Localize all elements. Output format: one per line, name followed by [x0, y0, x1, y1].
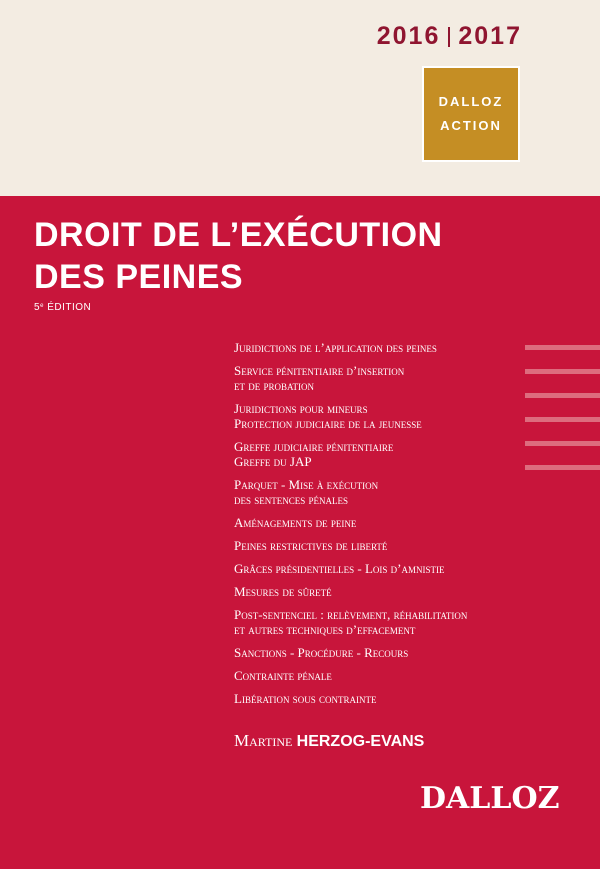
contents-item-line: Post-sentenciel : relèvement, réhabilitation	[234, 607, 468, 622]
contents-item	[234, 538, 534, 553]
publisher-logo-text: DALLOZ	[420, 781, 560, 816]
contents-item-line: Grâces présidentielles - Lois d’amnistie	[234, 561, 445, 576]
edition-number: 5	[34, 302, 41, 313]
contents-item-line: Service pénitentiaire d’insertion	[234, 363, 405, 378]
contents-item-line: et autres techniques d’effacement	[234, 622, 416, 637]
stripe	[525, 393, 600, 398]
badge-line-1: DALLOZ	[438, 94, 504, 109]
contents-list	[234, 340, 534, 714]
year-start: 2016	[376, 22, 441, 50]
edition-suffix: e	[40, 303, 44, 309]
year-end: 2017	[458, 22, 522, 50]
stripe	[525, 369, 600, 374]
contents-item-line: Parquet - Mise à exécution	[234, 477, 379, 492]
author-name	[234, 731, 424, 751]
contents-item-line: et de probation	[234, 378, 314, 393]
contents-item-line: Greffe judiciaire pénitentiaire	[234, 439, 394, 454]
top-band	[0, 0, 600, 196]
stripe	[525, 417, 600, 422]
contents-item	[234, 340, 534, 355]
contents-item-line: Juridictions de l’application des peines	[234, 340, 437, 355]
contents-item	[234, 584, 534, 599]
edition-years	[377, 22, 522, 51]
badge-line-2: ACTION	[440, 118, 502, 133]
stripe	[525, 345, 600, 350]
contents-item-line: des sentences pénales	[234, 492, 349, 507]
contents-item-line: Aménagements de peine	[234, 515, 357, 530]
decorative-stripes	[525, 345, 600, 489]
contents-item-line: Protection judiciaire de la jeunesse	[234, 416, 422, 431]
contents-item	[234, 561, 534, 576]
contents-item	[234, 607, 534, 637]
contents-item	[234, 439, 534, 469]
contents-item-line: Peines restrictives de liberté	[234, 538, 388, 553]
contents-item-line: Libération sous contrainte	[234, 691, 377, 706]
title-line-2: DES PEINES	[34, 258, 244, 296]
contents-item	[234, 401, 534, 431]
title-line-1: DROIT DE L’EXÉCUTION	[34, 216, 443, 254]
contents-item-line: Mesures de sûreté	[234, 584, 332, 599]
edition-label	[34, 302, 91, 313]
collection-badge	[422, 66, 520, 162]
contents-item-line: Sanctions - Procédure - Recours	[234, 645, 409, 660]
stripe	[525, 441, 600, 446]
contents-item-line: Greffe du JAP	[234, 454, 312, 469]
contents-item-line: Contrainte pénale	[234, 668, 332, 683]
stripe	[525, 465, 600, 470]
author-first-name: Martine	[234, 731, 293, 750]
author-last-name: HERZOG-EVANS	[296, 733, 425, 750]
publisher-logo	[420, 778, 560, 816]
contents-item	[234, 668, 534, 683]
book-title	[34, 214, 443, 298]
contents-item	[234, 515, 534, 530]
contents-item	[234, 477, 534, 507]
edition-text: ÉDITION	[47, 302, 92, 313]
year-separator	[448, 27, 450, 47]
contents-item	[234, 645, 534, 660]
contents-item-line: Juridictions pour mineurs	[234, 401, 368, 416]
contents-item	[234, 691, 534, 706]
contents-item	[234, 363, 534, 393]
